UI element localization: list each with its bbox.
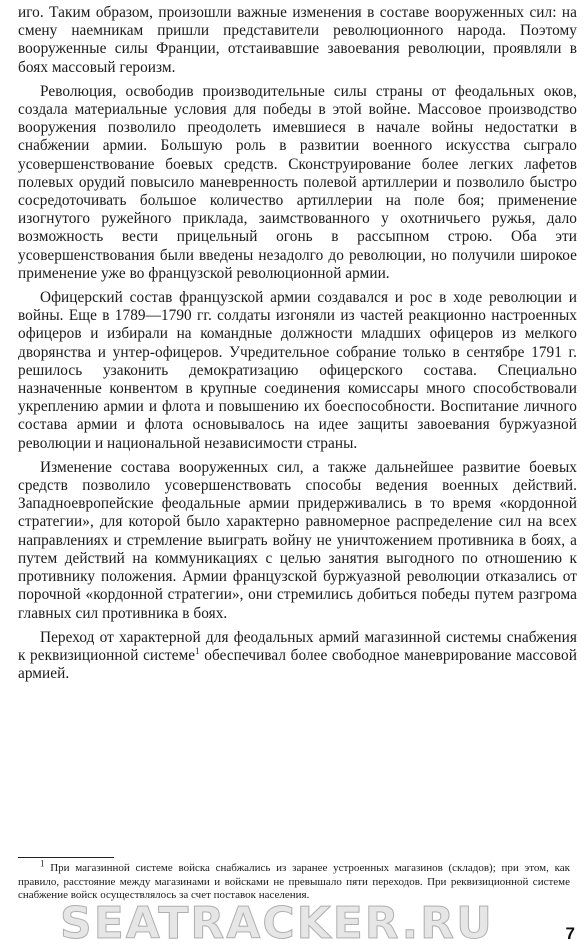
footnote-text: При магазинной системе войска снабжались из заранее устроенных магазинов (складов); при этом, как правило, расстояние между магазинами и войсками не превышало пяти переходов. При реквизиционной системе снабжение войск осуществлялось за счет поставок населения.: [18, 862, 570, 901]
paragraph-2: Революция, освободив производительные силы страны от феодальных оков, создала материальные условия для победы в этой войне. Массовое производство вооружения позволило преодолеть имевшиеся в начале войны недостатки в снабжении армии. Большую роль в развитии военного искусства сыграло усовершенствование боевых средств. Сконструирование более легких лафетов полевых орудий повысило маневренность полевой артиллерии и позволило быстро сосредоточивать большое количество артиллерии на поле боя; применение изогнутого ружейного приклада, заимствованного у охотничьего ружья, дало возможность вести прицельный огонь в рассыпном строю. Оба эти усовершенствования были введены незадолго до революции, но получили широкое применение уже во французской революционной армии.: [18, 82, 577, 282]
footnote: [18, 858, 570, 903]
paragraph-4: Изменение состава вооруженных сил, а также дальнейшее развитие боевых средств позволило усовершенствовать способы ведения военных действий. Западноевропейские феодальные армии придерживались в то время «кордонной стратегии», для которой было характерно равномерное распределение сил на всех направлениях и стремление выиграть войну не уничтожением противника в боях, а путем действий на коммуникациях с целью занятия выгодного по отношению к противнику положения. Армии французской буржуазной революции отказались от порочной «кордонной стратегии», они стремились добиться победы путем разгрома главных сил противника в боях.: [18, 458, 577, 622]
paragraph-5-text-before: Переход от характерной для феодальных армий магазинной системы снабжения к реквизиционной системе: [18, 628, 577, 664]
paragraph-5-text-after: обеспечивал более свободное маневрирование массовой армией.: [18, 646, 577, 683]
paragraph-1: иго. Таким образом, произошли важные изменения в составе вооруженных сил: на смену наемникам пришли представители революционного народа. Поэтому вооруженные силы Франции, отстаивавшие завоевания революции, проявляли в боях массовый героизм.: [18, 4, 577, 76]
footnote-marker: 1: [40, 858, 45, 869]
footnote-reference: 1: [195, 645, 200, 656]
paragraph-5: [18, 629, 577, 684]
page-number: 7: [565, 924, 575, 943]
footnote-divider: [18, 857, 114, 858]
paragraph-3: Офицерский состав французской армии создавался и рос в ходе революции и войны. Еще в 1789—1790 гг. солдаты изгоняли из частей реакционно настроенных офицеров и избирали на командные должности младших офицеров из мелкого дворянства и унтер-офицеров. Учредительное собрание только в сентябре 1791 г. решилось узаконить демократизацию офицерского состава. Специально назначенные конвентом в крупные соединения комиссары много способствовали укреплению армии и флота и повышению их боеспособности. Воспитание личного состава армии и флота основывалось на идее защиты завоевания буржуазной революции и национальной независимости страны.: [18, 289, 577, 452]
watermark: SEATRACKER.RU: [60, 898, 494, 949]
